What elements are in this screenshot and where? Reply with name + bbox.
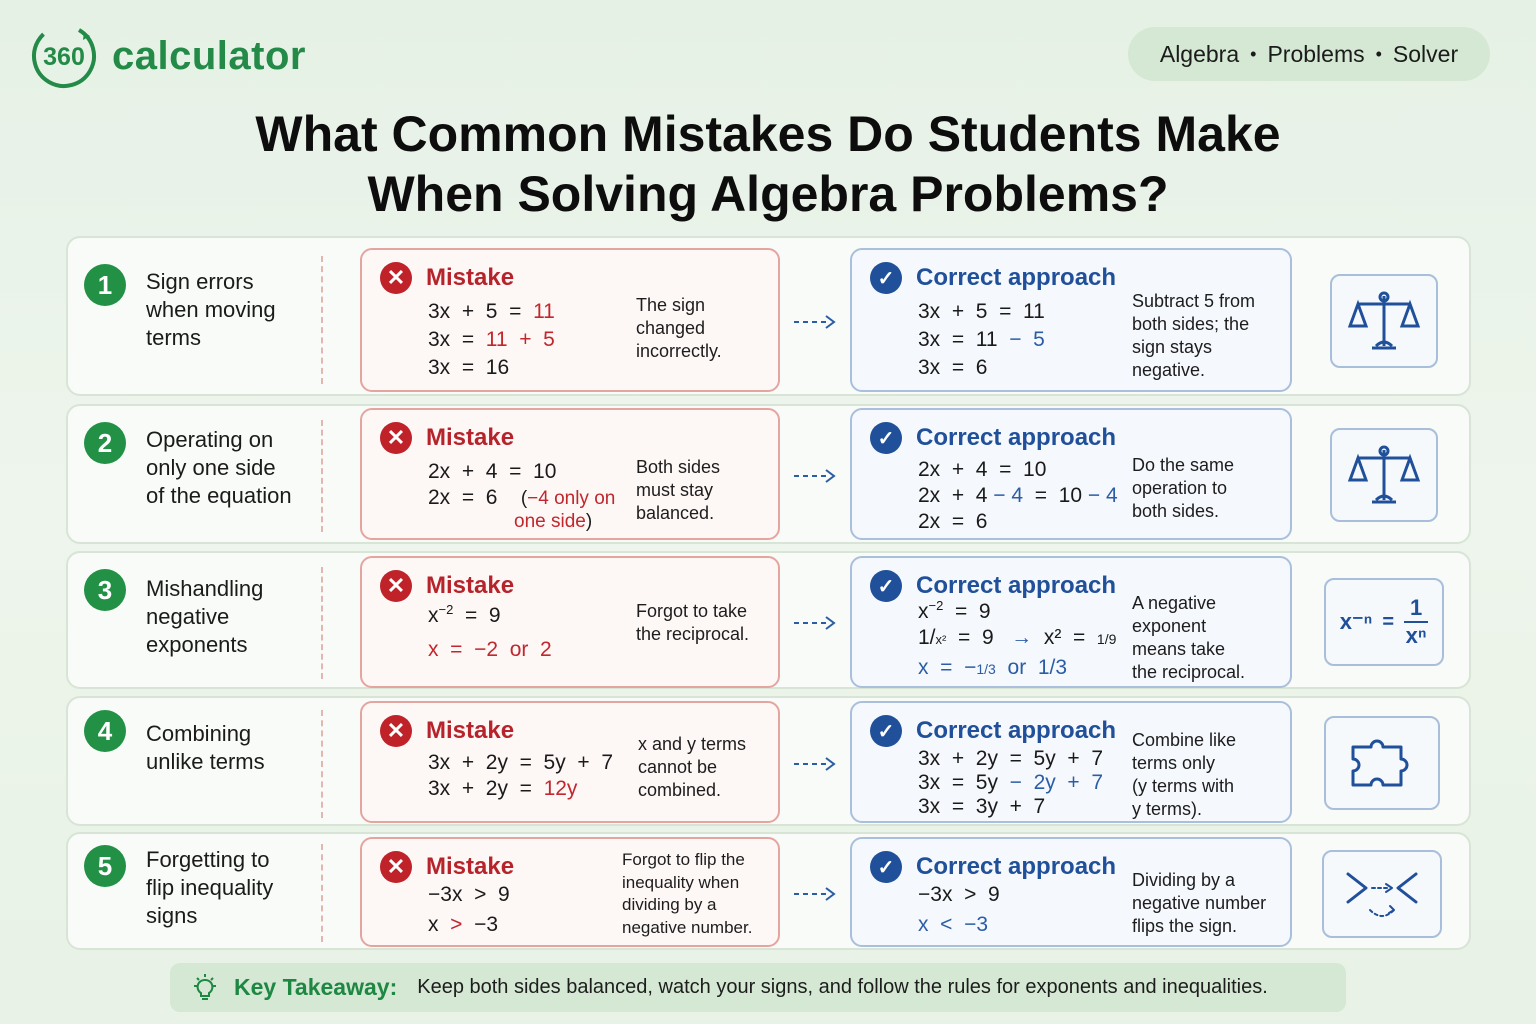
takeaway-label: Key Takeaway:	[234, 974, 398, 1000]
correct-equation: x = −1/3 or 1/3	[918, 656, 1068, 679]
tag-separator: •	[1375, 43, 1382, 64]
x-mark-icon: ✕	[380, 262, 412, 294]
row-label: Forgetting to flip inequality signs	[146, 847, 274, 928]
correct-title: Correct approach	[916, 717, 1117, 744]
correct-note: Combine like terms only (y terms with y terms).	[1132, 730, 1237, 819]
mistake-title: Mistake	[426, 853, 515, 880]
correct-equation: 3x = 6	[918, 356, 988, 379]
row-label: Sign errors when moving terms	[146, 269, 276, 350]
row-number-badge: 3	[84, 569, 126, 611]
mistake-row-5	[66, 832, 1471, 950]
key-takeaway	[170, 963, 1346, 1012]
row-number-badge: 2	[84, 422, 126, 464]
x-mark-icon: ✕	[380, 570, 412, 602]
correct-box	[850, 837, 1292, 947]
title-line-2: When Solving Algebra Problems?	[367, 166, 1169, 222]
mistake-note: Both sides must stay balanced.	[636, 457, 721, 523]
x-mark-icon: ✕	[380, 851, 412, 883]
correct-equation: 3x = 5y − 2y + 7	[918, 771, 1104, 794]
x-mark-icon: ✕	[380, 422, 412, 454]
row-label: Combining unlike terms	[146, 721, 265, 774]
mistake-equation: 2x = 6 (−4 only on	[428, 486, 616, 509]
negative-exponent-formula	[1324, 578, 1444, 666]
logo	[30, 22, 306, 90]
mistake-row-2	[66, 404, 1471, 544]
formula-lhs: x⁻ⁿ	[1339, 609, 1373, 634]
tag-algebra: Algebra	[1159, 40, 1240, 67]
correct-equation: x < −3	[918, 913, 989, 936]
title-line-1: What Common Mistakes Do Students Make	[255, 106, 1281, 162]
correct-equation: 3x + 5 = 11	[918, 300, 1045, 323]
mistake-equation: 2x + 4 = 10	[428, 460, 557, 483]
correct-equation: $x^{-2} = 9$	[918, 598, 991, 623]
row-number-badge: 4	[84, 710, 126, 752]
mistake-box	[360, 837, 780, 947]
correct-box	[850, 248, 1292, 392]
mistake-equation: 3x = 11 + 5	[428, 328, 555, 351]
mistake-equation: 3x = 16	[428, 356, 510, 379]
correct-equation: 2x + 4 − 4 = 10 − 4	[918, 484, 1118, 507]
check-icon: ✓	[870, 422, 902, 454]
correct-title: Correct approach	[916, 572, 1117, 599]
tag-solver: Solver	[1392, 40, 1459, 67]
row-label: Operating on only one side of the equation	[146, 427, 292, 508]
lightbulb-icon	[190, 973, 220, 1003]
balance-scale-icon	[1330, 274, 1438, 368]
mistake-note: Forgot to flip the inequality when dividing by a negative number.	[622, 850, 753, 937]
mistake-title: Mistake	[426, 424, 515, 451]
formula-numerator: 1	[1404, 595, 1428, 623]
arrow-icon	[792, 884, 838, 904]
arrow-icon	[792, 312, 838, 332]
balance-scale-icon	[1330, 428, 1438, 522]
correct-equation: 2x + 4 = 10	[918, 458, 1047, 481]
correct-note: A negative exponent means take the reciprocal.	[1132, 593, 1246, 682]
mistake-title: Mistake	[426, 572, 515, 599]
mistake-equation: 3x + 2y = 5y + 7	[428, 751, 614, 774]
mistake-note: The sign changed incorrectly.	[636, 295, 722, 361]
mistake-box	[360, 248, 780, 392]
mistake-title: Mistake	[426, 264, 515, 291]
correct-note: Subtract 5 from both sides; the sign stays negative.	[1132, 291, 1256, 380]
mistake-equation: −3x > 9	[428, 883, 510, 906]
correct-title: Correct approach	[916, 853, 1117, 880]
check-icon: ✓	[870, 570, 902, 602]
mistake-equation: 3x + 5 = 11	[428, 300, 555, 323]
mistake-equation: 3x + 2y = 12y	[428, 777, 578, 800]
row-divider	[321, 567, 323, 679]
logo-text: calculator	[112, 33, 306, 78]
correct-equation: −3x > 9	[918, 883, 1000, 906]
correct-box	[850, 701, 1292, 823]
row-divider	[321, 256, 323, 384]
tag-problems: Problems	[1267, 40, 1365, 67]
correct-note: Do the same operation to both sides.	[1132, 455, 1235, 521]
row-label: Mishandling negative exponents	[146, 576, 264, 657]
mistake-row-1	[66, 236, 1471, 396]
correct-note: Dividing by a negative number flips the sign.	[1132, 870, 1267, 936]
arrow-icon	[792, 613, 838, 633]
mistake-note: Forgot to take the reciprocal.	[636, 601, 750, 644]
tag-separator: •	[1250, 43, 1257, 64]
topic-tags	[1128, 27, 1490, 81]
page-title	[0, 104, 1536, 224]
mistake-row-3	[66, 551, 1471, 689]
flip-inequality-icon	[1322, 850, 1442, 938]
correct-equation: 3x + 2y = 5y + 7	[918, 747, 1104, 770]
mistake-title: Mistake	[426, 717, 515, 744]
logo-360-icon	[30, 22, 98, 90]
mistake-equation: $x^{-2} = 9$	[428, 602, 501, 627]
correct-equation: 3x = 11 − 5	[918, 328, 1045, 351]
mistake-note: x and y terms cannot be combined.	[638, 734, 747, 800]
correct-title: Correct approach	[916, 264, 1117, 291]
correct-equation: 3x = 3y + 7	[918, 795, 1046, 818]
arrow-icon	[792, 466, 838, 486]
correct-equation: 2x = 6	[918, 510, 988, 533]
mistake-equation: one side)	[514, 511, 593, 532]
correct-box	[850, 556, 1292, 688]
formula-equals: =	[1382, 610, 1394, 633]
mistake-box	[360, 408, 780, 540]
row-divider	[321, 710, 323, 818]
check-icon: ✓	[870, 851, 902, 883]
correct-title: Correct approach	[916, 424, 1117, 451]
mistake-box	[360, 701, 780, 823]
row-number-badge: 5	[84, 845, 126, 887]
row-divider	[321, 420, 323, 532]
check-icon: ✓	[870, 715, 902, 747]
row-number-badge: 1	[84, 264, 126, 306]
mistake-equation: x = −2 or 2	[428, 638, 552, 661]
arrow-icon	[792, 754, 838, 774]
mistake-box	[360, 556, 780, 688]
mistake-equation: x > −3	[428, 913, 499, 936]
logo-mark-text: 360	[43, 43, 85, 71]
correct-box	[850, 408, 1292, 540]
takeaway-text: Keep both sides balanced, watch your signs, and follow the rules for exponents and inequalities.	[417, 976, 1268, 998]
formula-denominator: xⁿ	[1405, 623, 1427, 648]
puzzle-piece-icon	[1324, 716, 1440, 810]
correct-equation: 1/x² = 9 → x² = 1/9	[918, 626, 1117, 649]
x-mark-icon: ✕	[380, 715, 412, 747]
check-icon: ✓	[870, 262, 902, 294]
mistake-row-4	[66, 696, 1471, 826]
row-divider	[321, 844, 323, 942]
